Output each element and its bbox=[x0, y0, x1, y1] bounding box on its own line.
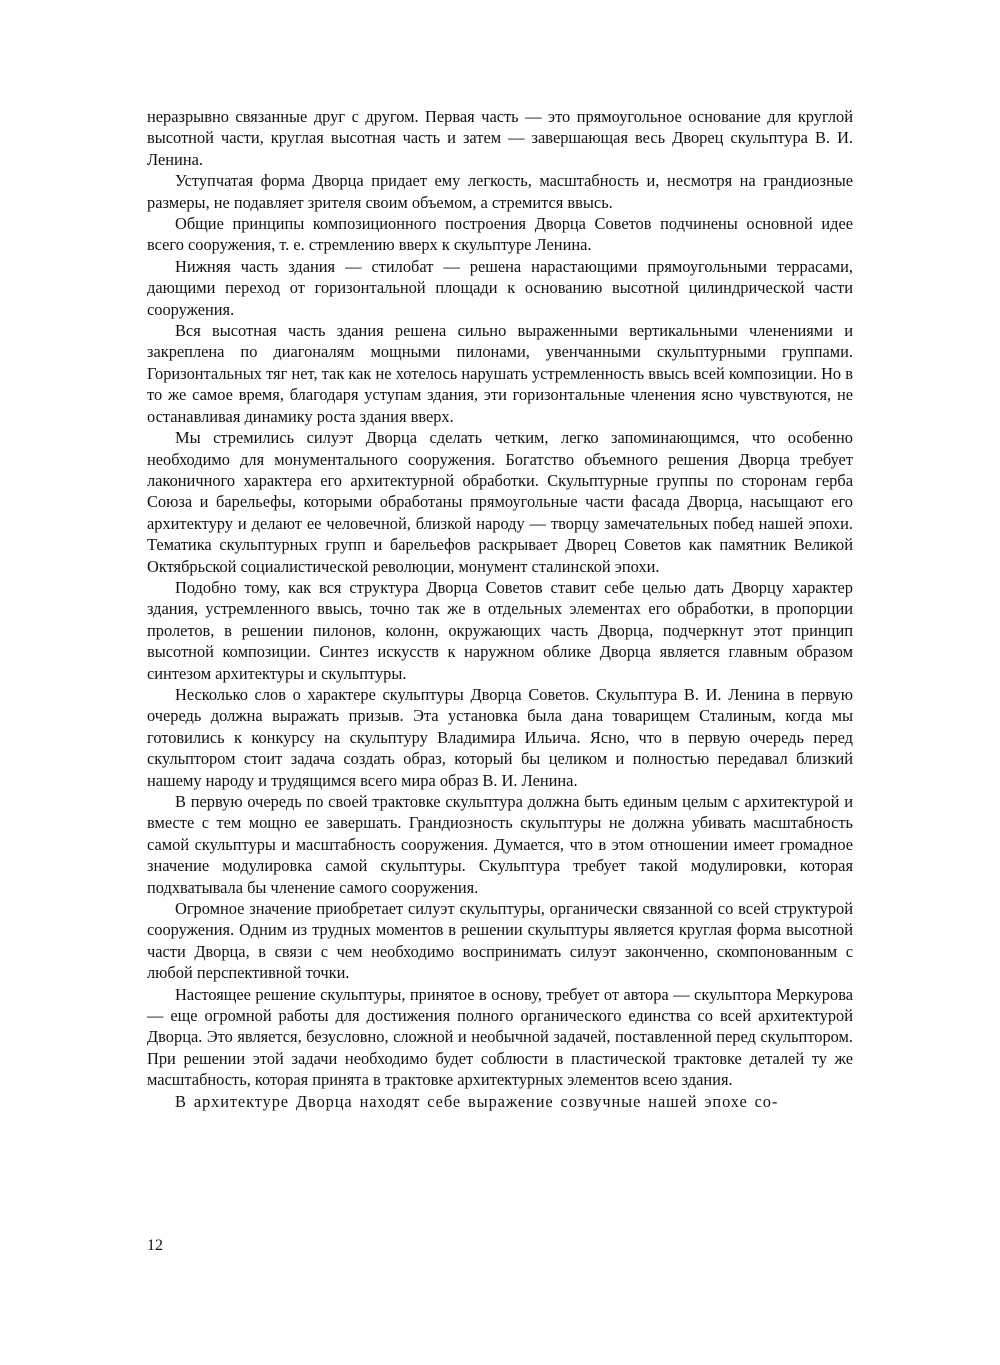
paragraph: Общие принципы композиционного построения Дворца Советов подчинены основной идее всего сооружения, т. е. стремлению вверх к скульптуре Ленина. bbox=[147, 214, 853, 255]
paragraph: Вся высотная часть здания решена сильно выраженными вертикальными членениями и закреплена по диагоналям мощными пилонами, увенчанными скульптурными группами. Горизонтальных тяг нет, так как не хотелось нарушать устремленность ввысь всей композиции. Но в то же самое время, благодаря уступам здания, эти горизонтальные членения ясно чувствуются, не останавливая динамику роста здания вверх. bbox=[147, 321, 853, 426]
page-number: 12 bbox=[147, 1237, 163, 1254]
paragraph: Несколько слов о характере скульптуры Дворца Советов. Скульптура В. И. Ленина в первую очередь должна выражать призыв. Эта установка была дана товарищем Сталиным, когда мы готовились к конкурсу на скульптуру Владимира Ильича. Ясно, что в первую очередь перед скульптором стоит задача создать образ, который бы целиком и полностью передавал близкий нашему народу и трудящимся всего мира образ В. И. Ленина. bbox=[147, 684, 853, 790]
page-body-text bbox=[147, 106, 853, 1112]
paragraph: Мы стремились силуэт Дворца сделать четким, легко запоминающимся, что особенно необходимо для монументального сооружения. Богатство объемного решения Дворца требует лаконичного характера его архитектурной обработки. Скульптурные группы по сторонам герба Союза и барельефы, которыми обработаны прямоугольные части фасада Дворца, насыщают его архитектуру и делают ее человечной, близкой народу — творцу замечательных побед нашей эпохи. Тематика скульптурных групп и барельефов раскрывает Дворец Советов как памятник Великой Октябрьской социалистической революции, монумент сталинской эпохи. bbox=[147, 428, 853, 576]
paragraph: неразрывно связанные друг с другом. Первая часть — это прямоугольное основание для круглой высотной части, круглая высотная часть и затем — завершающая весь Дворец скульптура В. И. Ленина. bbox=[147, 107, 853, 169]
paragraph: Огромное значение приобретает силуэт скульптуры, органически связанной со всей структурой сооружения. Одним из трудных моментов в решении скульптуры является круглая форма высотной части Дворца, в связи с чем необходимо воспринимать силуэт законченно, скомпонованным с любой перспективной точки. bbox=[147, 899, 853, 983]
paragraph: Нижняя часть здания — стилобат — решена нарастающими прямоугольными террасами, дающими переход от горизонтальной площади к основанию высотной цилиндрической части сооружения. bbox=[147, 256, 853, 319]
paragraph-continued: В архитектуре Дворца находят себе выражение созвучные нашей эпохе со- bbox=[175, 1091, 779, 1111]
paragraph: Уступчатая форма Дворца придает ему легкость, масштабность и, несмотря на грандиозные размеры, не подавляет зрителя своим объемом, а стремится ввысь. bbox=[147, 171, 853, 212]
paragraph: Настоящее решение скульптуры, принятое в основу, требует от автора — скульптора Меркурова — еще огромной работы для достижения полного органического единства со всей архитектурой Дворца. Это является, безусловно, сложной и необычной задачей, поставленной перед скульптором. При решении этой задачи необходимо будет соблюсти в пластической трактовке деталей ту же масштабность, которая принята в трактовке архитектурных элементов всею здания. bbox=[147, 984, 853, 1090]
paragraph: Подобно тому, как вся структура Дворца Советов ставит себе целью дать Дворцу характер здания, устремленного ввысь, точно так же в отдельных элементах его обработки, в пропорции пролетов, в решении пилонов, колонн, окружающих часть Дворца, подчеркнут этот принцип высотной композиции. Синтез искусств к наружном облике Дворца является главным образом синтезом архитектуры и скульптуры. bbox=[147, 577, 853, 683]
paragraph: В первую очередь по своей трактовке скульптура должна быть единым целым с архитектурой и вместе с тем мощно ее завершать. Грандиозность скульптуры не должна убивать масштабность самой скульптуры и масштабность сооружения. Думается, что в этом отношении имеет громадное значение модулировка самой скульптуры. Скульптура требует такой модулировки, которая подхватывала бы членение самого сооружения. bbox=[147, 792, 853, 897]
